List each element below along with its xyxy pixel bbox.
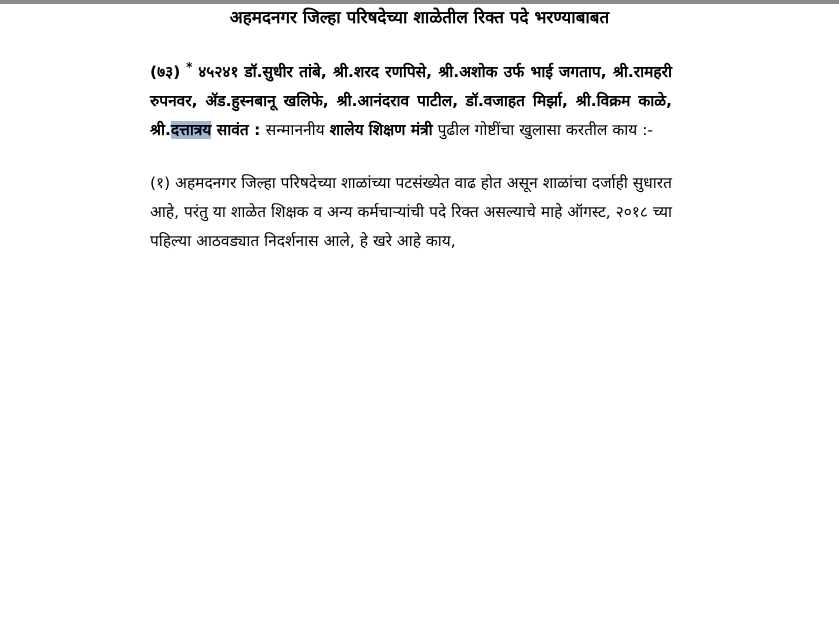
sub-question-1-line-2: शाळांचा दर्जाही सुधारत आहे, परंतु या शाळेत शिक्षक व अन्य कर्मचाऱ्यांची	[150, 174, 672, 221]
sub-question-1-line-4: निदर्शनास आले, हे खरे आहे काय,	[264, 232, 456, 250]
question-id: ४५२४१	[198, 63, 239, 81]
members-line-3a: डॉ.वजाहत मिर्झा, श्री.विक्रम काळे, श्री.	[150, 92, 672, 139]
colon-separator: :	[248, 121, 266, 139]
question-paragraph	[150, 53, 672, 145]
question-number: (७३)	[150, 63, 181, 81]
sub-question-1-line-1: (१) अहमदनगर जिल्हा परिषदेच्या शाळांच्या पटसंख्येत वाढ होत असून	[150, 174, 538, 192]
addressee-bold-2: शिक्षण मंत्री	[368, 121, 433, 139]
members-line-1: डॉ.सुधीर तांबे, श्री.शरद रणपिसे, श्री.अशोक उर्फ भाई	[244, 63, 554, 81]
starred-question-icon: *	[186, 60, 193, 74]
window-top-border	[0, 0, 839, 4]
sub-question-1	[150, 169, 672, 256]
addressee-prefix: सन्माननीय	[265, 121, 330, 139]
selected-text-highlight[interactable]: दत्तात्रय	[170, 121, 212, 139]
question-ending: पुढील गोष्टींचा खुलासा करतील काय :-	[432, 121, 654, 139]
addressee-bold-1: शालेय	[329, 121, 364, 139]
members-line-2: जगताप, श्री.रामहरी रुपनवर, ॲड.हुस्नबानू खलिफे, श्री.आनंदराव पाटील,	[150, 63, 672, 110]
document-title: अहमदनगर जिल्हा परिषदेच्या शाळेतील रिक्त पदे भरण्याबाबत	[229, 8, 610, 28]
members-line-3b: सावंत	[211, 121, 249, 139]
sub-question-1-line-3: पदे रिक्त असल्याचे माहे ऑगस्ट, २०१८ च्या पहिल्या आठवड्यात	[150, 203, 672, 250]
